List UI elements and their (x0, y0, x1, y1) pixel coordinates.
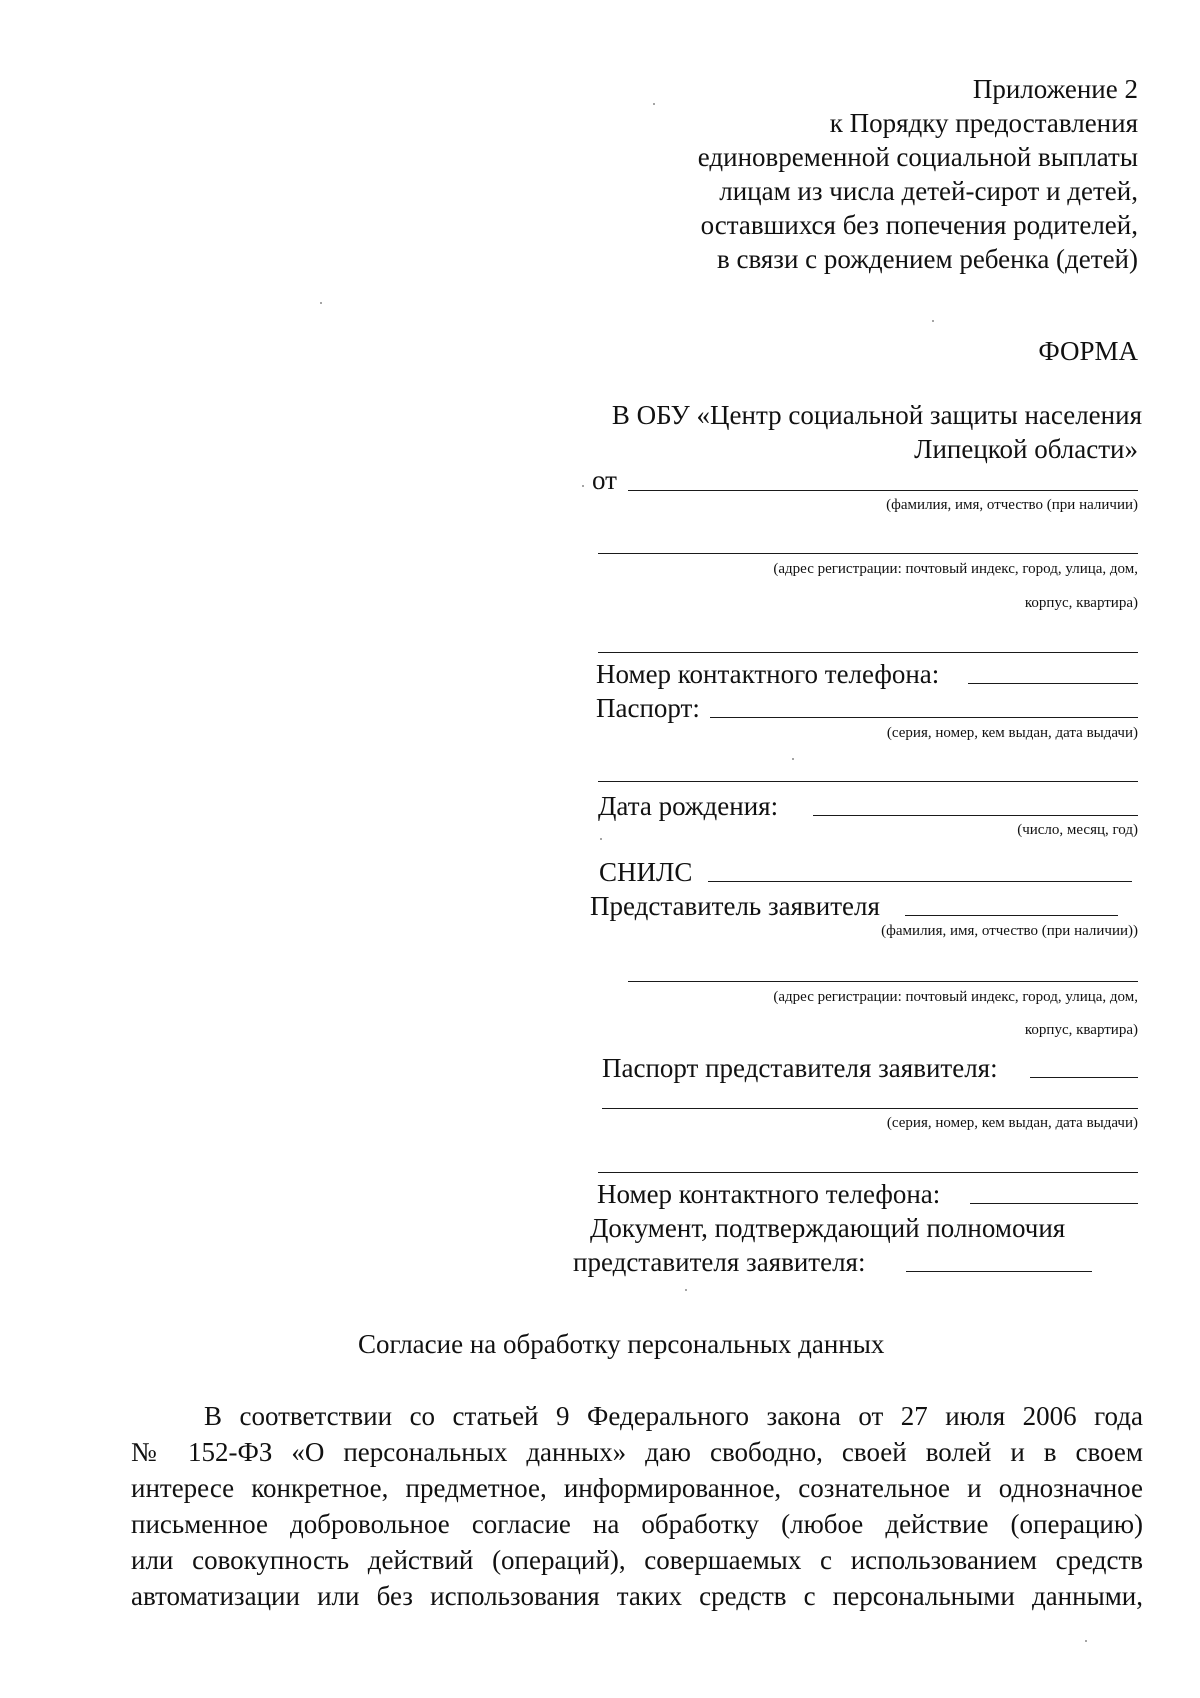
authority-document-field[interactable] (906, 1271, 1092, 1272)
scan-speck (792, 758, 794, 760)
passport-field[interactable] (710, 717, 1138, 718)
representative-address-hint-2: корпус, квартира) (1024, 1022, 1138, 1038)
scan-speck (582, 485, 584, 487)
appendix-line-5: оставшихся без попечения родителей, (700, 210, 1138, 240)
consent-title: Согласие на обработку персональных данных (358, 1329, 885, 1359)
consent-paragraph-line-4: письменное добровольное согласие на обработку (любое действие (операцию) (131, 1509, 1143, 1539)
applicant-address-hint-2: корпус, квартира) (1024, 595, 1138, 611)
representative-label: Представитель заявителя (590, 891, 880, 921)
birth-date-hint: (число, месяц, год) (1017, 822, 1138, 838)
appendix-line-2: к Порядку предоставления (829, 108, 1138, 138)
authority-document-label-1: Документ, подтверждающий полномочия (590, 1213, 1066, 1243)
appendix-line-3: единовременной социальной выплаты (697, 142, 1138, 172)
appendix-number: Приложение 2 (972, 74, 1138, 104)
snils-label: СНИЛС (599, 857, 693, 887)
representative-passport-field-3[interactable] (598, 1172, 1138, 1173)
passport-hint: (серия, номер, кем выдан, дата выдачи) (886, 725, 1138, 741)
consent-paragraph-line-2: № 152-ФЗ «О персональных данных» даю свободно, своей волей и в своем (131, 1437, 1143, 1467)
applicant-address-field[interactable] (598, 553, 1138, 554)
representative-passport-field-2[interactable] (602, 1108, 1138, 1109)
from-label: от (592, 465, 617, 495)
scan-speck (932, 320, 934, 322)
appendix-line-4: лицам из числа детей-сирот и детей, (719, 176, 1138, 206)
applicant-address-field-2[interactable] (598, 652, 1138, 653)
applicant-fio-hint: (фамилия, имя, отчество (при наличии) (886, 497, 1138, 513)
representative-address-hint-1: (адрес регистрации: почтовый индекс, город, улица, дом, (773, 989, 1138, 1005)
passport-label: Паспорт: (596, 693, 700, 723)
authority-document-label-2: представителя заявителя: (573, 1247, 866, 1277)
phone-field[interactable] (968, 683, 1138, 684)
representative-passport-hint: (серия, номер, кем выдан, дата выдачи) (886, 1115, 1138, 1131)
addressee-line-1: В ОБУ «Центр социальной защиты населения (611, 400, 1142, 430)
representative-passport-field[interactable] (1030, 1077, 1138, 1078)
applicant-fio-field[interactable] (628, 490, 1138, 491)
representative-passport-label: Паспорт представителя заявителя: (602, 1053, 998, 1083)
snils-field[interactable] (708, 881, 1132, 882)
birth-date-field[interactable] (813, 815, 1138, 816)
consent-paragraph-line-5: или совокупность действий (операций), совершаемых с использованием средств (131, 1545, 1143, 1575)
consent-paragraph-line-6: автоматизации или без использования таких средств с персональными данными, (131, 1581, 1143, 1611)
consent-paragraph-line-1: В соответствии со статьей 9 Федерального закона от 27 июля 2006 года (204, 1401, 1143, 1431)
addressee-line-2: Липецкой области» (914, 434, 1138, 464)
consent-paragraph-line-3: интересе конкретное, предметное, информированное, сознательное и однозначное (131, 1473, 1143, 1503)
scan-speck (600, 838, 602, 840)
representative-address-field[interactable] (628, 981, 1138, 982)
representative-fio-hint: (фамилия, имя, отчество (при наличии)) (881, 923, 1138, 939)
scan-speck (653, 103, 655, 105)
form-mark: ФОРМА (1038, 336, 1138, 366)
scan-speck (1085, 1640, 1087, 1642)
birth-date-label: Дата рождения: (598, 791, 779, 821)
representative-fio-field[interactable] (905, 915, 1118, 916)
scan-speck (685, 1289, 687, 1291)
applicant-address-hint-1: (адрес регистрации: почтовый индекс, город, улица, дом, (773, 561, 1138, 577)
phone-label: Номер контактного телефона: (596, 659, 940, 689)
scan-speck (320, 302, 322, 304)
appendix-line-6: в связи с рождением ребенка (детей) (717, 244, 1138, 274)
passport-field-2[interactable] (598, 781, 1138, 782)
representative-phone-label: Номер контактного телефона: (597, 1179, 941, 1209)
representative-phone-field[interactable] (970, 1203, 1138, 1204)
